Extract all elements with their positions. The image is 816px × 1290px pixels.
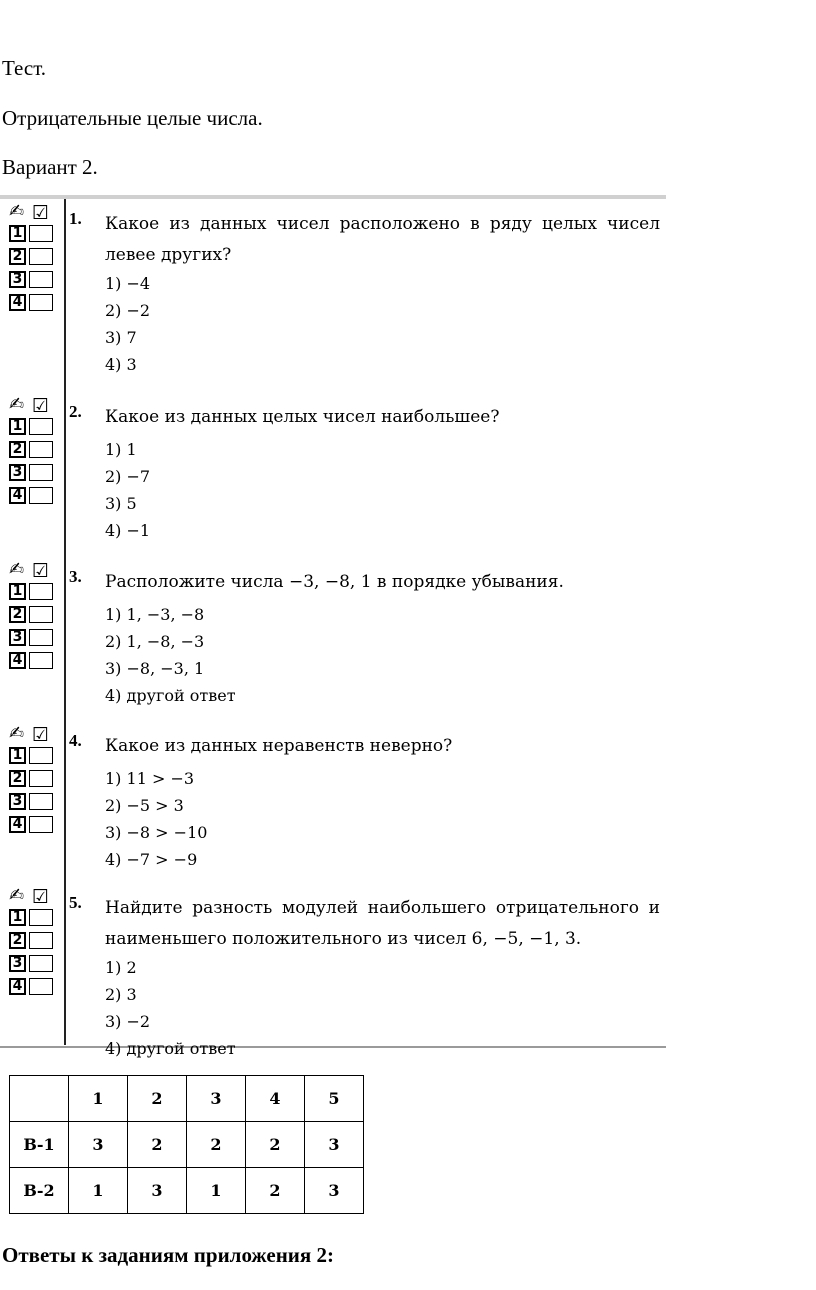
- answer-number: 2: [9, 932, 26, 949]
- answer-sheet-row: [7, 907, 59, 930]
- option: 2) −5 > 3: [105, 796, 184, 815]
- option: 3) −2: [105, 1012, 151, 1031]
- answer-sheet: [7, 561, 59, 673]
- pen-icon: ✍: [9, 201, 25, 222]
- answer-sheet-row: [7, 246, 59, 269]
- option: 1) 2: [105, 958, 137, 977]
- answer-sheet-row: [7, 416, 59, 439]
- option: 4) другой ответ: [105, 1039, 236, 1058]
- table-cell: 2: [246, 1168, 305, 1214]
- table-cell: 3: [305, 1168, 364, 1214]
- option: 3) 5: [105, 494, 137, 513]
- answer-sheet-row: [7, 581, 59, 604]
- answer-sheet: [7, 203, 59, 315]
- options-list: [105, 270, 150, 378]
- table-cell: 3: [69, 1122, 128, 1168]
- answer-sheet-row: [7, 439, 59, 462]
- doc-subtitle: Отрицательные целые числа.: [2, 106, 263, 130]
- answer-sheet-row: [7, 627, 59, 650]
- answer-number: 1: [9, 418, 26, 435]
- answer-number: 1: [9, 225, 26, 242]
- test-scan: [0, 195, 666, 1058]
- answer-box[interactable]: [29, 606, 53, 623]
- answer-sheet-row: [7, 745, 59, 768]
- options-list: [105, 954, 236, 1062]
- option: 2) −7: [105, 467, 151, 486]
- answer-box[interactable]: [29, 955, 53, 972]
- variant-label: Вариант 2.: [2, 155, 98, 179]
- answer-sheet-row: [7, 930, 59, 953]
- question-number: 3.: [69, 567, 82, 586]
- option: 3) 7: [105, 328, 137, 347]
- answer-number: 3: [9, 271, 26, 288]
- options-list: [105, 436, 150, 544]
- answer-sheet: [7, 887, 59, 999]
- question-text: Расположите числа −3, −8, 1 в порядке убывания.: [105, 572, 564, 592]
- checkbox-checked-icon: ☑: [32, 395, 50, 417]
- question-text: Какое из данных целых чисел наибольшее?: [105, 407, 500, 427]
- answer-number: 4: [9, 978, 26, 995]
- table-cell: 2: [128, 1076, 187, 1122]
- option: 2) −2: [105, 301, 151, 320]
- answer-box[interactable]: [29, 978, 53, 995]
- answer-box[interactable]: [29, 793, 53, 810]
- option: 1) 1: [105, 440, 137, 459]
- table-header-row: [10, 1076, 364, 1122]
- table-cell: 2: [128, 1122, 187, 1168]
- table-cell: 1: [187, 1168, 246, 1214]
- answer-box[interactable]: [29, 932, 53, 949]
- table-cell: 4: [246, 1076, 305, 1122]
- option: 4) −7 > −9: [105, 850, 198, 869]
- top-divider: [0, 195, 666, 199]
- question-number: 1.: [69, 209, 82, 228]
- table-cell: 3: [187, 1076, 246, 1122]
- question-number: 4.: [69, 731, 82, 750]
- option: 3) −8, −3, 1: [105, 659, 205, 678]
- answer-box[interactable]: [29, 747, 53, 764]
- option: 3) −8 > −10: [105, 823, 208, 842]
- answer-number: 4: [9, 487, 26, 504]
- checkbox-checked-icon: ☑: [32, 724, 50, 746]
- answer-number: 1: [9, 909, 26, 926]
- answer-box[interactable]: [29, 225, 53, 242]
- answer-sheet-row: [7, 604, 59, 627]
- answer-box[interactable]: [29, 418, 53, 435]
- answer-number: 3: [9, 955, 26, 972]
- answer-number: 2: [9, 770, 26, 787]
- table-cell: 3: [128, 1168, 187, 1214]
- answer-number: 2: [9, 441, 26, 458]
- answer-number: 4: [9, 294, 26, 311]
- question-text: Какое из данных неравенств неверно?: [105, 736, 453, 756]
- answer-number: 2: [9, 248, 26, 265]
- answer-box[interactable]: [29, 441, 53, 458]
- answer-number: 1: [9, 583, 26, 600]
- answer-sheet-row: [7, 768, 59, 791]
- table-cell: 1: [69, 1168, 128, 1214]
- option: 1) −4: [105, 274, 151, 293]
- question-text: Найдите разность модулей наибольшего отрицательного и наименьшего положительного из чисел 6, −5, −1, 3.: [105, 898, 660, 949]
- bottom-divider: [0, 1046, 666, 1048]
- table-cell: 2: [246, 1122, 305, 1168]
- answer-box[interactable]: [29, 629, 53, 646]
- answer-number: 3: [9, 793, 26, 810]
- answer-number: 3: [9, 629, 26, 646]
- question-text: Какое из данных чисел расположено в ряду целых чисел левее других?: [105, 214, 660, 265]
- answer-number: 2: [9, 606, 26, 623]
- checkbox-checked-icon: ☑: [32, 560, 50, 582]
- option: 2) 3: [105, 985, 137, 1004]
- option: 1) 11 > −3: [105, 769, 195, 788]
- answer-sheet: [7, 396, 59, 508]
- table-cell: В-2: [10, 1168, 69, 1214]
- answer-box[interactable]: [29, 294, 53, 311]
- options-list: [105, 765, 207, 873]
- options-list: [105, 601, 236, 709]
- answer-sheet-row: [7, 953, 59, 976]
- answers-footer-heading: Ответы к заданиям приложения 2:: [2, 1243, 335, 1267]
- answer-sheet-row: [7, 791, 59, 814]
- answer-box[interactable]: [29, 652, 53, 669]
- answer-number: 4: [9, 652, 26, 669]
- answer-box[interactable]: [29, 770, 53, 787]
- answer-sheet-row: [7, 462, 59, 485]
- answer-sheet-row: [7, 650, 59, 673]
- option: 2) 1, −8, −3: [105, 632, 205, 651]
- pen-icon: ✍: [9, 723, 25, 744]
- answer-sheet-row: [7, 976, 59, 999]
- answer-number: 3: [9, 464, 26, 481]
- table-cell: [10, 1076, 69, 1122]
- answer-box[interactable]: [29, 909, 53, 926]
- answer-sheet-row: [7, 485, 59, 508]
- table-cell: 3: [305, 1122, 364, 1168]
- answer-box[interactable]: [29, 464, 53, 481]
- option: 4) −1: [105, 521, 151, 540]
- question-number: 2.: [69, 402, 82, 421]
- pen-icon: ✍: [9, 394, 25, 415]
- pen-icon: ✍: [9, 559, 25, 580]
- option: 1) 1, −3, −8: [105, 605, 205, 624]
- table-cell: 1: [69, 1076, 128, 1122]
- table-cell: 2: [187, 1122, 246, 1168]
- answer-box[interactable]: [29, 248, 53, 265]
- option: 4) 3: [105, 355, 137, 374]
- answer-sheet-row: [7, 269, 59, 292]
- pen-icon: ✍: [9, 885, 25, 906]
- answer-sheet-row: [7, 223, 59, 246]
- option: 4) другой ответ: [105, 686, 236, 705]
- answer-sheet: [7, 725, 59, 837]
- answers-table: [9, 1075, 364, 1214]
- answer-box[interactable]: [29, 271, 53, 288]
- checkbox-checked-icon: ☑: [32, 202, 50, 224]
- answer-number: 1: [9, 747, 26, 764]
- table-row: [10, 1168, 364, 1214]
- answer-number: 4: [9, 816, 26, 833]
- doc-title: Тест.: [2, 56, 47, 80]
- table-cell: В-1: [10, 1122, 69, 1168]
- answer-box[interactable]: [29, 487, 53, 504]
- checkbox-checked-icon: ☑: [32, 886, 50, 908]
- question-number: 5.: [69, 893, 82, 912]
- answer-box[interactable]: [29, 816, 53, 833]
- margin-rule: [64, 199, 66, 1045]
- answer-box[interactable]: [29, 583, 53, 600]
- answer-sheet-row: [7, 292, 59, 315]
- table-cell: 5: [305, 1076, 364, 1122]
- table-row: [10, 1122, 364, 1168]
- answer-sheet-row: [7, 814, 59, 837]
